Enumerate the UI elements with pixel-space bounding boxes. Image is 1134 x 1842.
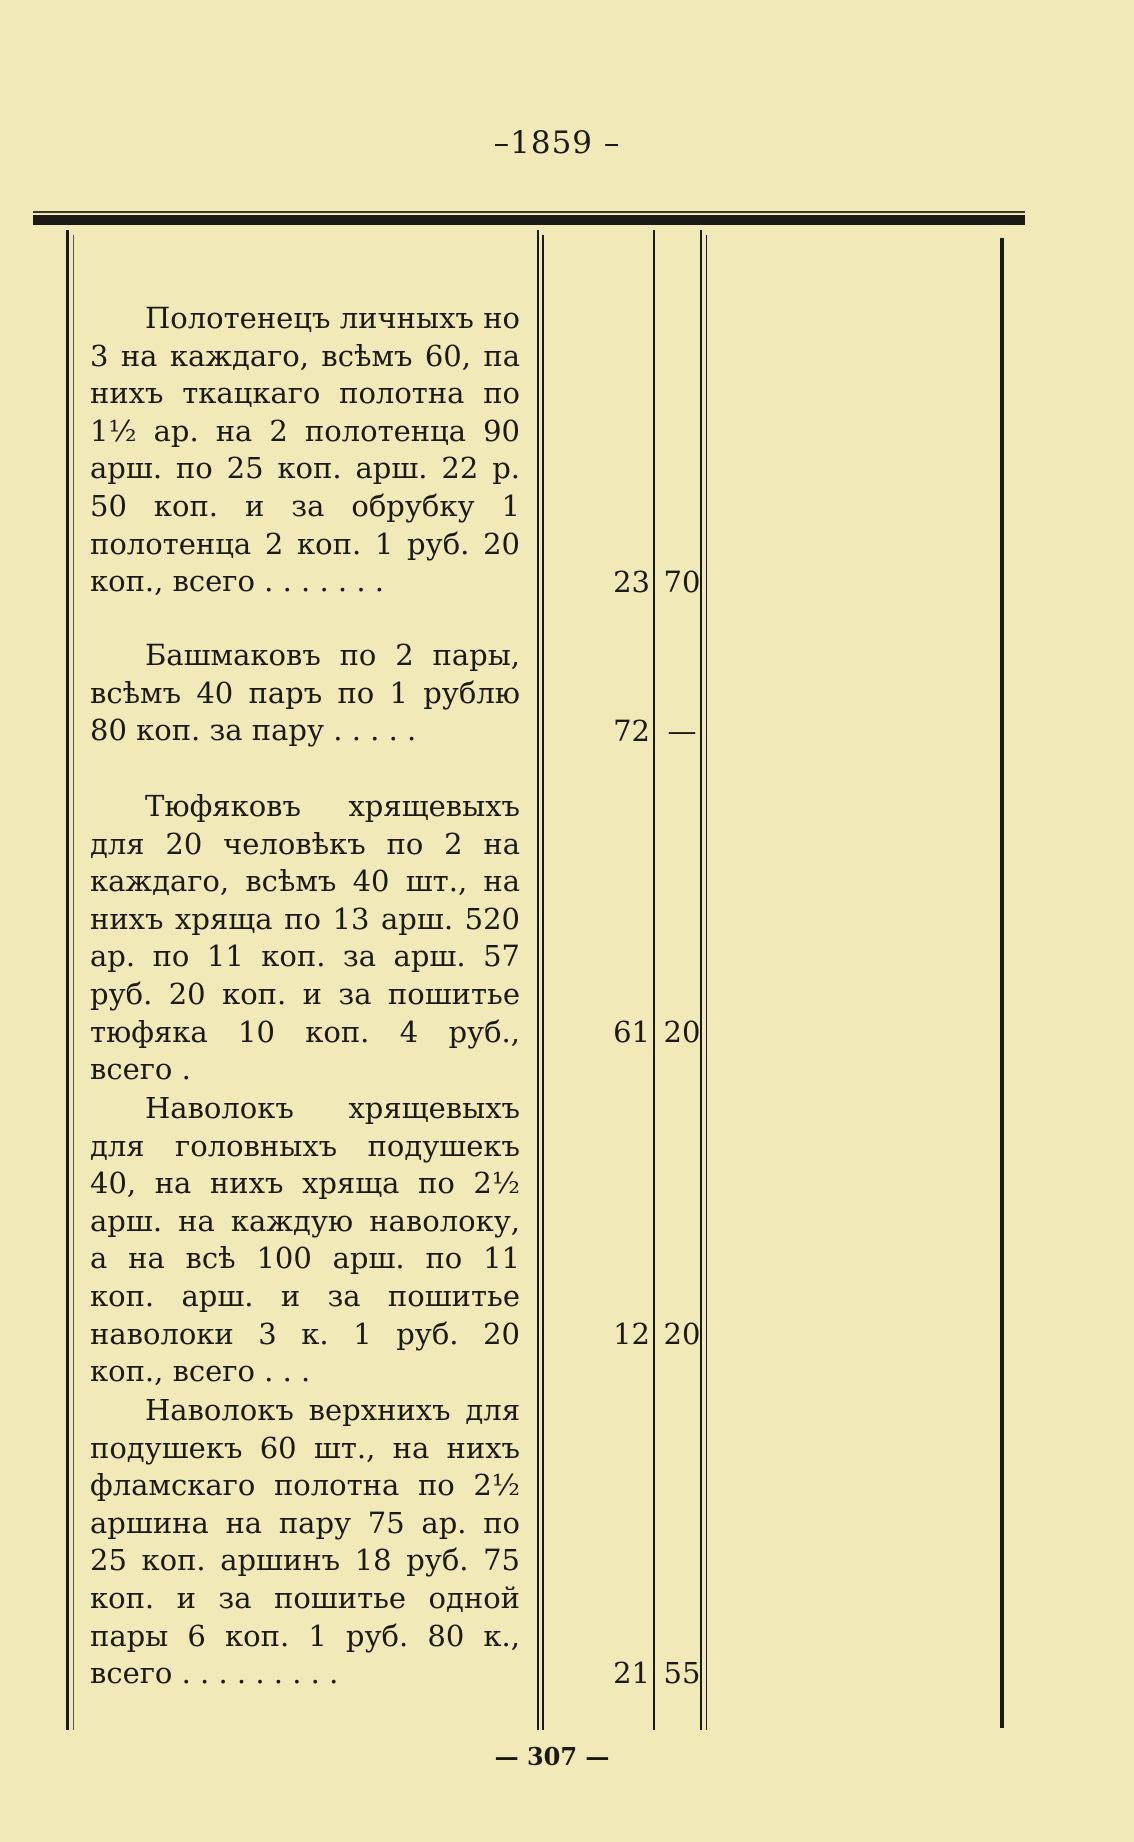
column-rule-description-inner: [542, 235, 544, 1730]
entry-mattresses: Тюфяковъ хрящевыхъ для 20 человѣкъ по 2 на каждаго, всѣмъ 40 шт., на нихъ хряща по 13 арш. 520 ар. по 11 коп. за арш. 57 руб. 20 коп. и за пошитье тюфяка 10 коп. 4 руб., всего .: [90, 789, 520, 1087]
entry-towels-kopecks: 70: [663, 565, 701, 599]
column-rule-description: [537, 230, 539, 1730]
entry-pillowcases-head-kopecks: 20: [663, 1317, 701, 1351]
header-rule-thin: [33, 211, 1025, 213]
column-rule-kopecks-inner: [706, 235, 707, 1730]
header-rule: [33, 215, 1025, 225]
column-rule-kopecks: [700, 230, 702, 1730]
entry-pillowcases-head: Наволокъ хрящевыхъ для головныхъ подушекъ 40, на нихъ хряща по 2½ арш. на каждую наволоку, а на всѣ 100 арш. по 11 коп. арш. и за пошитье наволоки 3 к. 1 руб. 20 коп., всего . . .: [90, 1091, 520, 1389]
entry-shoes-rubles: 72: [613, 714, 650, 748]
column-rule-left-inner: [73, 235, 74, 1730]
column-rule-left: [66, 230, 69, 1730]
entry-shoes: Башмаковъ по 2 пары, всѣмъ 40 паръ по 1 рублю 80 коп. за пару . . . . .: [90, 638, 520, 748]
entry-pillowcases-top-rubles: 21: [613, 1656, 650, 1690]
entry-towels-rubles: 23: [613, 565, 650, 599]
entry-mattresses-kopecks: 20: [663, 1015, 701, 1049]
entry-pillowcases-top: Наволокъ верхнихъ для подушекъ 60 шт., на нихъ фламскаго полотна по 2½ аршина на пару 75 ар. по 25 коп. аршинъ 18 руб. 75 коп. и за пошитье одной пары 6 коп. 1 руб. 80 к., всего . . . . . . . . .: [90, 1393, 520, 1691]
entry-towels: Полотенецъ личныхъ но 3 на каждаго, всѣмъ 60, па нихъ ткацкаго полотна по 1½ ар. на 2 полотенца 90 арш. по 25 коп. арш. 22 р. 50 коп. и за обрубку 1 полотенца 2 коп. 1 руб. 20 коп., всего . . . . . . .: [90, 301, 520, 599]
entry-shoes-kopecks: —: [667, 714, 697, 748]
entry-mattresses-rubles: 61: [613, 1015, 650, 1049]
entry-pillowcases-top-kopecks: 55: [663, 1656, 701, 1690]
column-rule-right: [1000, 238, 1004, 1728]
column-rule-rubles: [653, 230, 655, 1730]
page-header: –1859 –: [493, 125, 621, 161]
entry-pillowcases-head-rubles: 12: [613, 1317, 650, 1351]
page-number: — 307 —: [494, 1742, 610, 1771]
